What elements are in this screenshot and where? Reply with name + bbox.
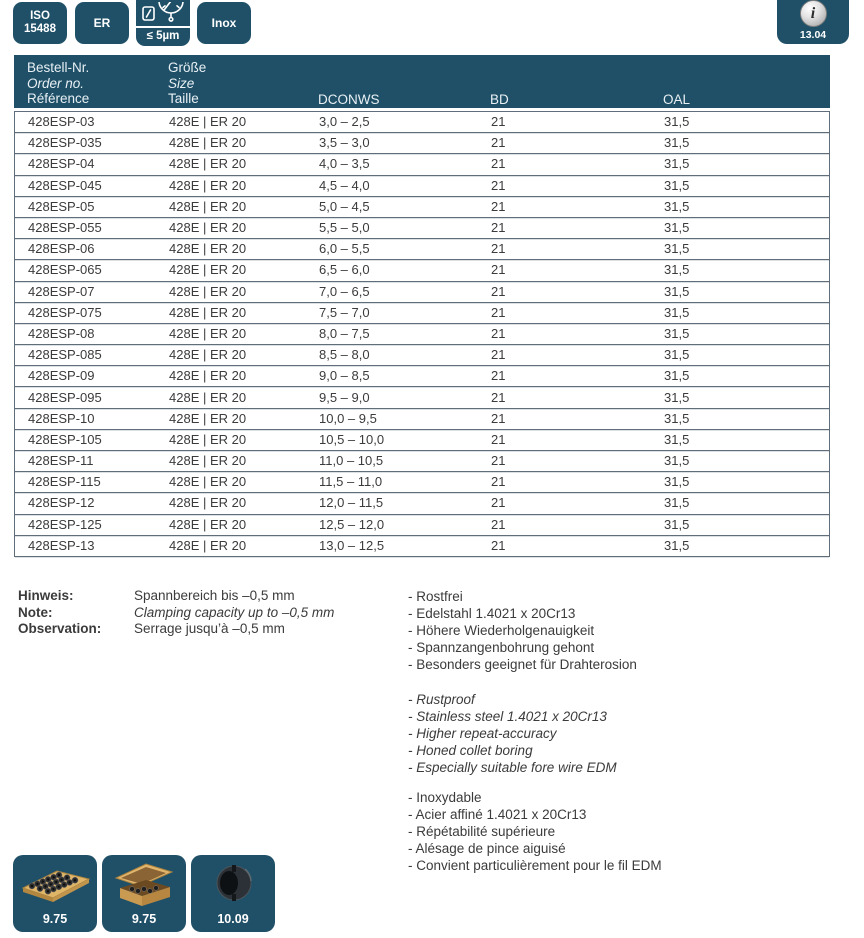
cell-order_no: 428ESP-10 — [28, 410, 95, 426]
iso-standard-badge — [13, 2, 67, 44]
cell-oal: 31,5 — [664, 474, 690, 490]
table-row — [15, 451, 829, 472]
table-body — [14, 111, 830, 557]
cell-order_no: 428ESP-13 — [28, 537, 95, 553]
header-order-en: Order no. — [27, 75, 85, 91]
cell-size: 428E | ER 20 — [169, 516, 247, 532]
cell-order_no: 428ESP-06 — [28, 241, 95, 257]
note-text: Serrage jusqu’à –0,5 mm — [134, 621, 285, 636]
thumbnail-single-collet — [191, 855, 275, 932]
info-icon: i — [800, 0, 827, 27]
cell-dconws: 9,0 – 8,5 — [319, 368, 370, 384]
table-row — [15, 366, 829, 387]
table-row — [15, 536, 829, 557]
cell-size: 428E | ER 20 — [169, 262, 247, 278]
badge-divider — [136, 26, 190, 28]
cell-size: 428E | ER 20 — [169, 304, 247, 320]
table-row — [15, 409, 829, 430]
cell-bd: 21 — [491, 537, 506, 553]
cell-size: 428E | ER 20 — [169, 453, 247, 469]
feature-item: - Inoxydable — [408, 790, 482, 805]
inox-label: Inox — [211, 16, 237, 30]
cell-dconws: 8,5 – 8,0 — [319, 347, 370, 363]
feature-list-german — [408, 588, 637, 673]
table-row — [15, 112, 829, 133]
cell-size: 428E | ER 20 — [169, 537, 247, 553]
feature-item: - Especially suitable fore wire EDM — [408, 760, 617, 776]
table-row — [15, 303, 829, 324]
table-row — [15, 472, 829, 493]
cell-bd: 21 — [491, 389, 506, 405]
cell-oal: 31,5 — [664, 516, 690, 532]
thumbnail-collet-set-tray — [13, 855, 97, 932]
cell-oal: 31,5 — [664, 220, 690, 236]
cell-bd: 21 — [491, 453, 506, 469]
feature-item: - Répétabilité supérieure — [408, 824, 556, 840]
feature-item: - Rustproof — [408, 692, 475, 707]
feature-item: - Stainless steel 1.4021 x 20Cr13 — [408, 709, 607, 725]
cell-size: 428E | ER 20 — [169, 431, 247, 447]
table-row — [15, 260, 829, 281]
cell-oal: 31,5 — [664, 283, 690, 299]
table-row — [15, 493, 829, 514]
cell-order_no: 428ESP-115 — [28, 474, 101, 490]
cell-order_no: 428ESP-11 — [28, 453, 94, 469]
table-row — [15, 218, 829, 239]
thumbnail-label: 9.75 — [131, 912, 157, 926]
header-cell-bd: BD — [490, 91, 509, 107]
cell-dconws: 11,5 – 11,0 — [319, 474, 383, 490]
cell-bd: 21 — [491, 177, 506, 193]
cell-order_no: 428ESP-075 — [28, 304, 102, 320]
table-row — [15, 133, 829, 154]
cell-dconws: 12,5 – 12,0 — [319, 516, 385, 532]
iso-label-line1: ISO — [30, 9, 50, 22]
cell-oal: 31,5 — [664, 495, 690, 511]
collet-tray-image — [17, 859, 93, 907]
cell-bd: 21 — [491, 495, 506, 511]
cell-dconws: 3,5 – 3,0 — [319, 135, 370, 151]
cell-oal: 31,5 — [664, 304, 690, 320]
header-size-de: Größe — [168, 60, 207, 75]
table-row — [15, 176, 829, 197]
runout-tolerance-badge — [136, 0, 190, 46]
header-cell-dconws: DCONWS — [318, 91, 380, 107]
cell-dconws: 13,0 – 12,5 — [319, 537, 385, 553]
cell-oal: 31,5 — [664, 537, 690, 553]
header-size-en: Size — [168, 75, 195, 91]
table-row — [15, 324, 829, 345]
cell-oal: 31,5 — [664, 431, 690, 447]
cell-bd: 21 — [491, 198, 506, 214]
thumbnail-label: 10.09 — [217, 912, 249, 926]
tolerance-label: ≤ 5µm — [146, 30, 180, 42]
cell-oal: 31,5 — [664, 368, 690, 384]
table-row — [15, 515, 829, 536]
cell-bd: 21 — [491, 325, 506, 341]
cell-size: 428E | ER 20 — [169, 389, 247, 405]
cell-size: 428E | ER 20 — [169, 156, 247, 172]
cell-size: 428E | ER 20 — [169, 410, 247, 426]
feature-item: - Honed collet boring — [408, 743, 533, 759]
cell-order_no: 428ESP-09 — [28, 368, 95, 384]
header-cell-size — [168, 60, 318, 107]
cell-size: 428E | ER 20 — [169, 368, 247, 384]
cell-order_no: 428ESP-04 — [28, 156, 95, 172]
feature-list-english — [408, 691, 617, 776]
cell-bd: 21 — [491, 347, 506, 363]
cell-bd: 21 — [491, 156, 506, 172]
cell-oal: 31,5 — [664, 241, 690, 257]
cell-dconws: 10,0 – 9,5 — [319, 410, 377, 426]
er-badge — [75, 2, 129, 44]
page-info-badge — [777, 0, 849, 44]
cell-size: 428E | ER 20 — [169, 325, 247, 341]
feature-item: - Höhere Wiederholgenauigkeit — [408, 623, 595, 639]
cell-dconws: 4,5 – 4,0 — [319, 177, 370, 193]
table-row — [15, 430, 829, 451]
note-label: Note: — [18, 604, 53, 620]
cell-size: 428E | ER 20 — [169, 114, 247, 130]
feature-item: - Rostfrei — [408, 589, 463, 604]
feature-item: - Edelstahl 1.4021 x 20Cr13 — [408, 606, 576, 622]
header-cell-order-no — [27, 60, 168, 107]
cell-bd: 21 — [491, 516, 506, 532]
cell-order_no: 428ESP-055 — [28, 220, 102, 236]
note-text: Clamping capacity up to –0,5 mm — [134, 604, 335, 620]
header-order-fr: Référence — [27, 91, 90, 106]
header-cell-oal: OAL — [663, 91, 691, 107]
cell-oal: 31,5 — [664, 156, 690, 172]
table-row — [15, 387, 829, 408]
cell-dconws: 3,0 – 2,5 — [319, 114, 370, 130]
cell-order_no: 428ESP-065 — [28, 262, 102, 278]
feature-item: - Convient particulièrement pour le fil EDM — [408, 858, 662, 874]
cell-bd: 21 — [491, 410, 506, 426]
cell-oal: 31,5 — [664, 114, 690, 130]
cell-bd: 21 — [491, 304, 506, 320]
cell-bd: 21 — [491, 114, 506, 130]
cell-bd: 21 — [491, 135, 506, 151]
cell-dconws: 12,0 – 11,5 — [319, 495, 384, 511]
cell-order_no: 428ESP-085 — [28, 347, 102, 363]
cell-dconws: 4,0 – 3,5 — [319, 156, 370, 172]
cell-oal: 31,5 — [664, 198, 690, 214]
feature-item: - Alésage de pince aiguisé — [408, 841, 566, 857]
cell-dconws: 6,5 – 6,0 — [319, 262, 370, 278]
cell-order_no: 428ESP-03 — [28, 114, 95, 130]
cell-order_no: 428ESP-045 — [28, 177, 102, 193]
cell-size: 428E | ER 20 — [169, 135, 247, 151]
cell-order_no: 428ESP-035 — [28, 135, 102, 151]
table-row — [15, 345, 829, 366]
thumbnail-collet-wooden-box — [102, 855, 186, 932]
table-row — [15, 197, 829, 218]
cell-bd: 21 — [491, 262, 506, 278]
cell-bd: 21 — [491, 220, 506, 236]
single-collet-image — [195, 859, 271, 907]
cell-size: 428E | ER 20 — [169, 495, 247, 511]
cell-size: 428E | ER 20 — [169, 283, 247, 299]
cell-oal: 31,5 — [664, 410, 690, 426]
thumbnail-label: 9.75 — [42, 912, 68, 926]
cell-size: 428E | ER 20 — [169, 474, 247, 490]
cell-oal: 31,5 — [664, 262, 690, 278]
dial-gauge-icon — [136, 2, 190, 25]
cell-bd: 21 — [491, 241, 506, 257]
cell-oal: 31,5 — [664, 177, 690, 193]
table-row — [15, 239, 829, 260]
cell-oal: 31,5 — [664, 389, 690, 405]
cell-order_no: 428ESP-05 — [28, 198, 95, 214]
cell-dconws: 6,0 – 5,5 — [319, 241, 370, 257]
cell-oal: 31,5 — [664, 325, 690, 341]
cell-order_no: 428ESP-07 — [28, 283, 95, 299]
cell-dconws: 5,0 – 4,5 — [319, 198, 370, 214]
cell-order_no: 428ESP-12 — [28, 495, 95, 511]
table-row — [15, 282, 829, 303]
cell-order_no: 428ESP-095 — [28, 389, 102, 405]
cell-order_no: 428ESP-125 — [28, 516, 102, 532]
cell-size: 428E | ER 20 — [169, 347, 247, 363]
feature-item: - Acier affiné 1.4021 x 20Cr13 — [408, 807, 587, 823]
feature-item: - Higher repeat-accuracy — [408, 726, 557, 742]
cell-dconws: 10,5 – 10,0 — [319, 431, 385, 447]
cell-size: 428E | ER 20 — [169, 198, 247, 214]
cell-size: 428E | ER 20 — [169, 220, 247, 236]
notes-block — [18, 588, 334, 638]
header-size-fr: Taille — [168, 91, 199, 106]
cell-dconws: 5,5 – 5,0 — [319, 220, 370, 236]
cell-dconws: 7,0 – 6,5 — [319, 283, 370, 299]
inox-badge — [197, 2, 251, 44]
cell-bd: 21 — [491, 431, 506, 447]
cell-oal: 31,5 — [664, 135, 690, 151]
header-order-de: Bestell-Nr. — [27, 60, 90, 75]
cell-dconws: 7,5 – 7,0 — [319, 304, 370, 320]
cell-bd: 21 — [491, 368, 506, 384]
cell-oal: 31,5 — [664, 453, 690, 469]
collet-box-image — [106, 859, 182, 907]
cell-order_no: 428ESP-08 — [28, 325, 95, 341]
note-label: Observation: — [18, 621, 102, 636]
iso-label-line2: 15488 — [24, 23, 56, 35]
cell-size: 428E | ER 20 — [169, 241, 247, 257]
cell-dconws: 9,5 – 9,0 — [319, 389, 370, 405]
feature-list-french — [408, 789, 662, 874]
cell-dconws: 11,0 – 10,5 — [319, 453, 384, 469]
note-text: Spannbereich bis –0,5 mm — [134, 588, 295, 603]
note-label: Hinweis: — [18, 588, 74, 603]
feature-item: - Spannzangenbohrung gehont — [408, 640, 595, 656]
table-header — [14, 55, 830, 108]
cell-bd: 21 — [491, 283, 506, 299]
cell-oal: 31,5 — [664, 347, 690, 363]
cell-size: 428E | ER 20 — [169, 177, 247, 193]
cell-bd: 21 — [491, 474, 506, 490]
feature-item: - Besonders geeignet für Drahterosion — [408, 657, 637, 673]
er-label: ER — [93, 16, 111, 30]
cell-order_no: 428ESP-105 — [28, 431, 102, 447]
table-row — [15, 154, 829, 175]
page-number: 13.04 — [799, 29, 827, 41]
cell-dconws: 8,0 – 7,5 — [319, 325, 370, 341]
